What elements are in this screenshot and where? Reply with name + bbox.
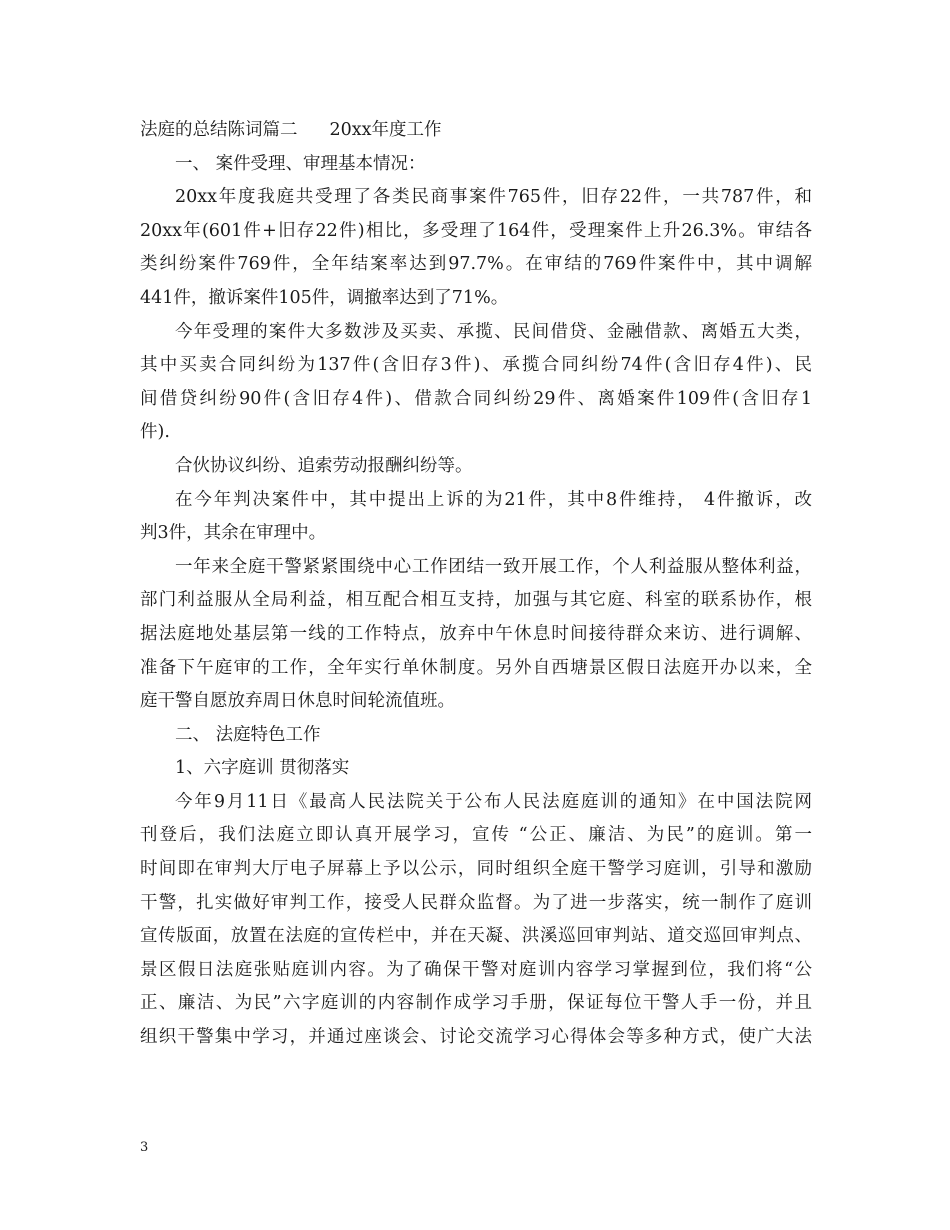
paragraph-line: 判3件，其余在审理中。	[140, 523, 327, 544]
paragraph-line: 其中买卖合同纠纷为137件(含旧存3件)、承揽合同纠纷74件(含旧存4件)、民	[140, 355, 812, 376]
paragraph-line: 件).	[140, 422, 170, 443]
paragraph-line: 合伙协议纠纷、追索劳动报酬纠纷等。	[175, 455, 473, 476]
paragraph-line: 干警，扎实做好审判工作，接受人民群众监督。为了进一步落实，统一制作了庭训	[140, 892, 812, 913]
paragraph-line: 20xx年(601件+旧存22件)相比，多受理了164件，受理案件上升26.3%。审结各	[140, 220, 812, 241]
paragraph-line: 时间即在审判大厅电子屏幕上予以公示，同时组织全庭干警学习庭训，引导和激励	[140, 859, 812, 880]
paragraph-line: 在今年判决案件中，其中提出上诉的为21件，其中8件维持， 4件撤诉，改	[175, 489, 812, 510]
paragraph-line: 宣传版面，放置在法庭的宣传栏中，并在天凝、洪溪巡回审判站、道交巡回审判点、	[140, 926, 812, 947]
paragraph-line: 正、廉洁、为民”六字庭训的内容制作成学习手册，保证每位干警人手一份，并且	[140, 993, 812, 1014]
paragraph-line: 类纠纷案件769件，全年结案率达到97.7%。在审结的769件案件中，其中调解	[140, 254, 812, 275]
section-heading-2: 二、 法庭特色工作	[175, 724, 321, 745]
paragraph-line: 间借贷纠纷90件(含旧存4件)、借款合同纠纷29件、离婚案件109件(含旧存1	[140, 388, 812, 409]
subsection-heading: 1、六字庭训 贯彻落实	[175, 758, 350, 779]
paragraph-line: 部门利益服从全局利益，相互配合相互支持，加强与其它庭、科室的联系协作，根	[140, 590, 812, 611]
paragraph-line: 准备下午庭审的工作，全年实行单休制度。另外自西塘景区假日法庭开办以来，全	[140, 657, 812, 678]
paragraph-line: 组织干警集中学习，并通过座谈会、讨论交流学习心得体会等多种方式，使广大法	[140, 1027, 812, 1048]
title-text: 法庭的总结陈词篇二	[140, 120, 298, 140]
paragraph-line: 刊登后，我们法庭立即认真开展学习，宣传 “公正、廉洁、为民”的庭训。第一	[140, 825, 812, 846]
document-title	[140, 114, 812, 148]
paragraph-line: 一年来全庭干警紧紧围绕中心工作团结一致开展工作，个人利益服从整体利益，	[175, 556, 812, 577]
paragraph-line: 据法庭地处基层第一线的工作特点，放弃中午休息时间接待群众来访、进行调解、	[140, 623, 812, 644]
paragraph-line: 今年受理的案件大多数涉及买卖、承揽、民间借贷、金融借款、离婚五大类，	[175, 321, 812, 342]
title-year-text: 20xx年度工作	[329, 120, 442, 140]
paragraph-line: 441件，撤诉案件105件，调撤率达到了71%。	[140, 287, 509, 308]
paragraph-line: 今年9月11日《最高人民法院关于公布人民法庭庭训的通知》在中国法院网	[175, 791, 812, 812]
page-number: 3	[140, 1140, 149, 1155]
section-heading-1: 一、 案件受理、审理基本情况：	[175, 153, 426, 174]
paragraph-line: 庭干警自愿放弃周日休息时间轮流值班。	[140, 691, 455, 712]
paragraph-line: 景区假日法庭张贴庭训内容。为了确保干警对庭训内容学习掌握到位，我们将“公	[140, 959, 812, 980]
document-body	[140, 114, 812, 1055]
paragraph-line: 20xx年度我庭共受理了各类民商事案件765件，旧存22件，一共787件，和	[175, 187, 812, 208]
